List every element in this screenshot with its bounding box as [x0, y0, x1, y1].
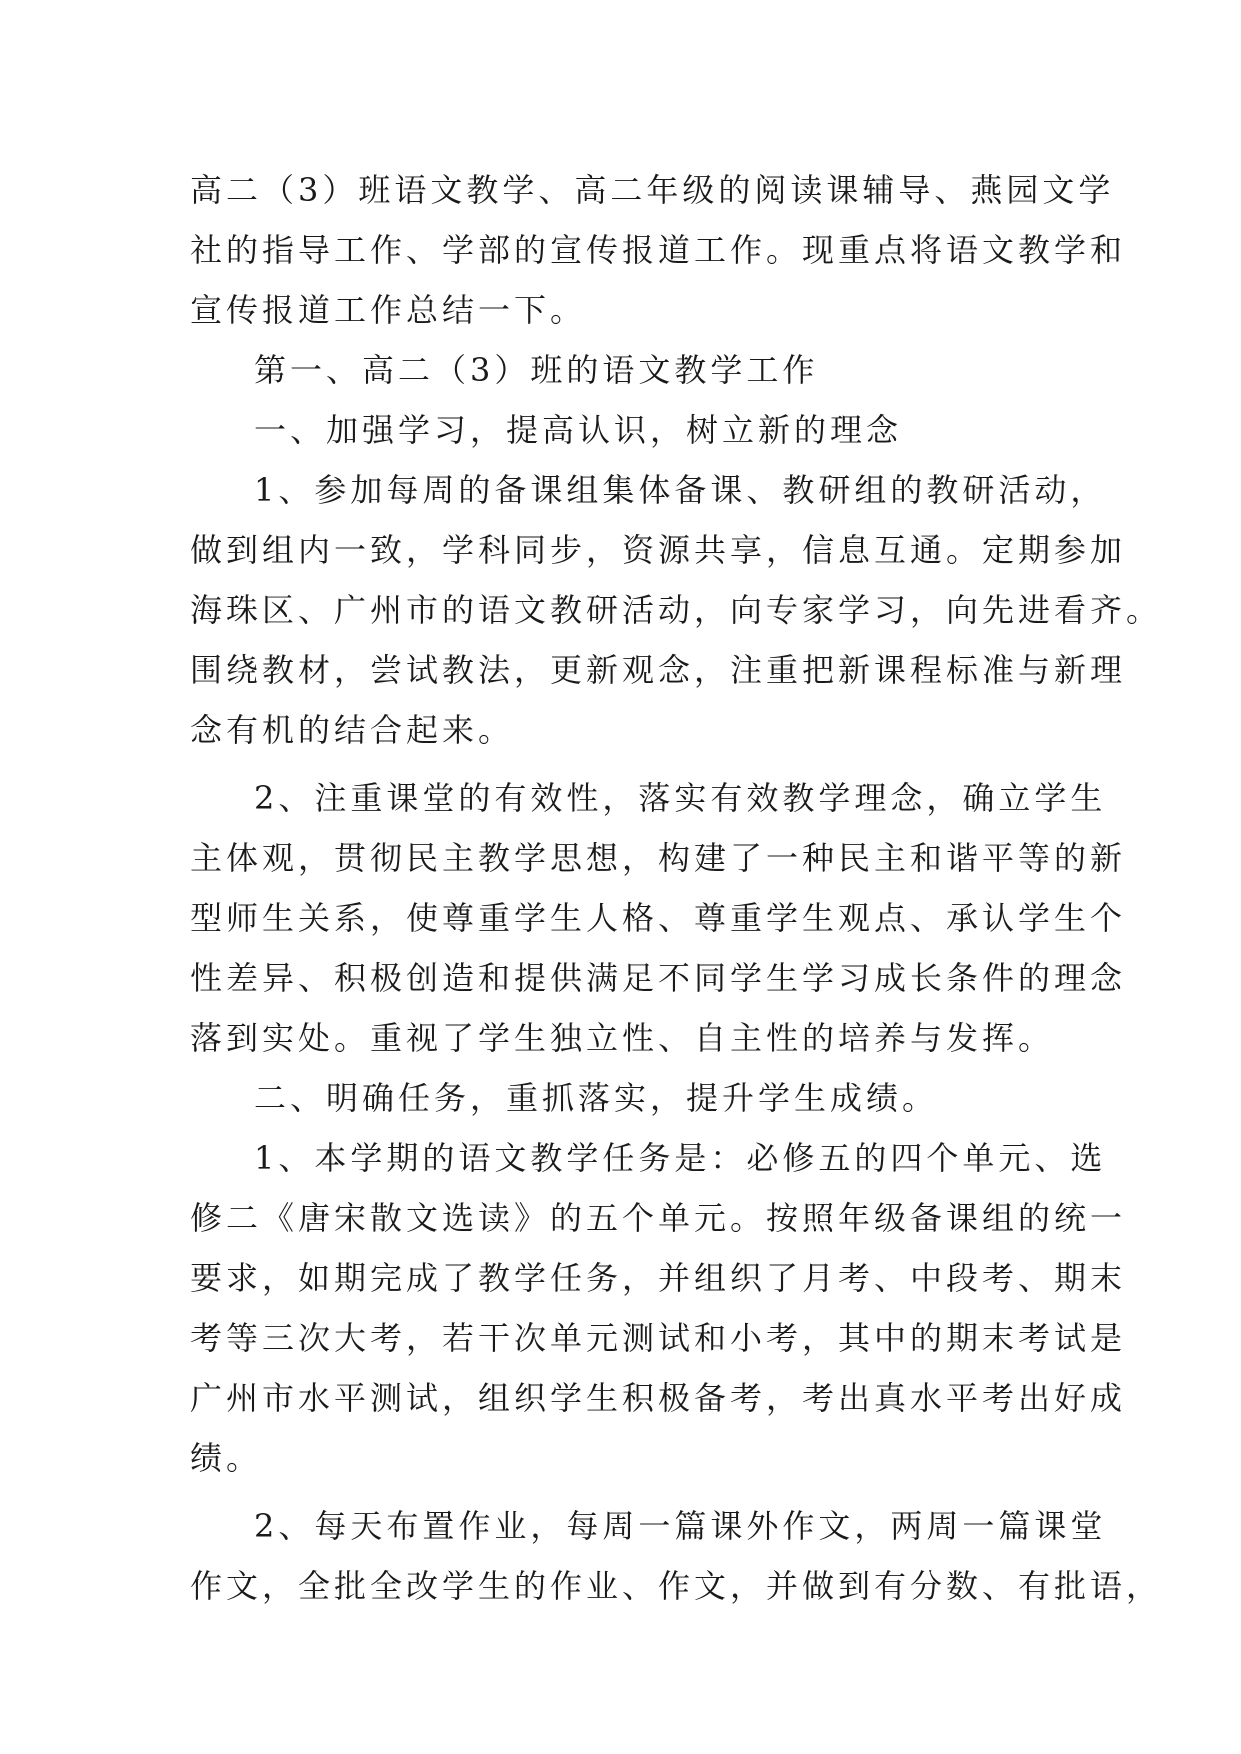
subsection-heading: 二、明确任务，重抓落实，提升学生成绩。 [254, 1079, 939, 1117]
text-line: 作文，全批全改学生的作业、作文，并做到有分数、有批语， [190, 1567, 1163, 1605]
text-line: 围绕教材，尝试教法，更新观念，注重把新课程标准与新理 [190, 651, 1127, 689]
text-line: 主体观，贯彻民主教学思想，构建了一种民主和谐平等的新 [190, 839, 1127, 877]
text-line: 落到实处。重视了学生独立性、自主性的培养与发挥。 [190, 1019, 1055, 1057]
text-line: 做到组内一致，学科同步，资源共享，信息互通。定期参加 [190, 531, 1127, 569]
text-line: 1、本学期的语文教学任务是：必修五的四个单元、选 [254, 1139, 1107, 1177]
text-line: 宣传报道工作总结一下。 [190, 291, 587, 329]
text-line: 考等三次大考，若干次单元测试和小考，其中的期末考试是 [190, 1319, 1127, 1357]
text-line: 性差异、积极创造和提供满足不同学生学习成长条件的理念 [190, 959, 1127, 997]
text-line: 海珠区、广州市的语文教研活动，向专家学习，向先进看齐。 [190, 591, 1163, 629]
subsection-heading: 一、加强学习，提高认识，树立新的理念 [254, 411, 903, 449]
text-line: 广州市水平测试，组织学生积极备考，考出真水平考出好成 [190, 1379, 1127, 1417]
text-line: 绩。 [190, 1439, 263, 1477]
text-line: 1、参加每周的备课组集体备课、教研组的教研活动， [254, 471, 1107, 509]
text-line: 要求，如期完成了教学任务，并组织了月考、中段考、期末 [190, 1259, 1127, 1297]
text-line: 2、每天布置作业，每周一篇课外作文，两周一篇课堂 [254, 1507, 1107, 1545]
text-line: 社的指导工作、学部的宣传报道工作。现重点将语文教学和 [190, 231, 1127, 269]
section-heading: 第一、高二（3）班的语文教学工作 [254, 351, 819, 389]
text-line: 修二《唐宋散文选读》的五个单元。按照年级备课组的统一 [190, 1199, 1127, 1237]
text-line: 2、注重课堂的有效性，落实有效教学理念，确立学生 [254, 779, 1107, 817]
document-body [190, 160, 1163, 1616]
text-line: 型师生关系，使尊重学生人格、尊重学生观点、承认学生个 [190, 899, 1127, 937]
text-line: 念有机的结合起来。 [190, 711, 515, 749]
text-line: 高二（3）班语文教学、高二年级的阅读课辅导、燕园文学 [190, 171, 1115, 209]
